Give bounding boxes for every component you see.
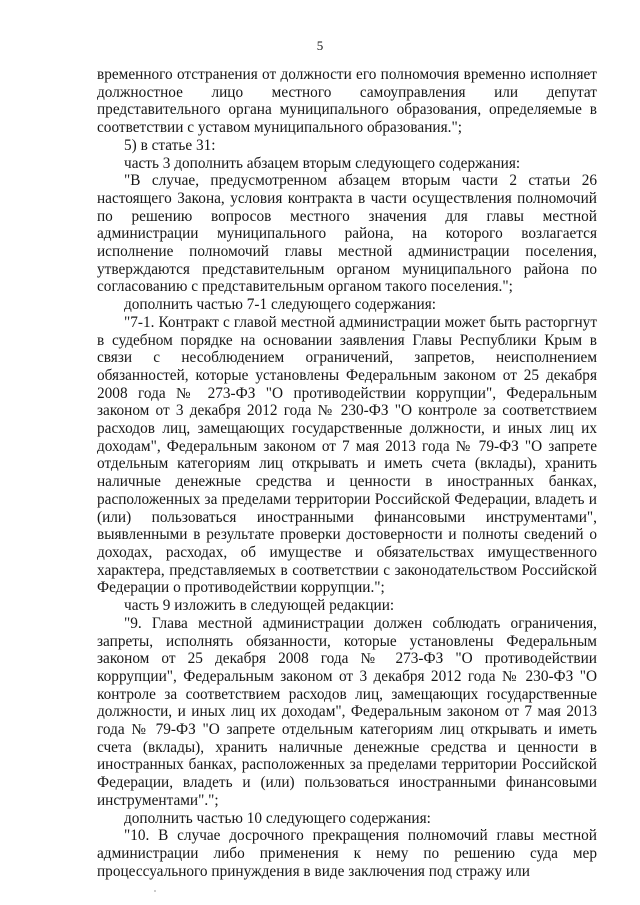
paragraph-part-9-instruction: часть 9 изложить в следующей редакции: xyxy=(124,597,395,615)
paragraph-part-3-instruction: часть 3 дополнить абзацем вторым следующего содержания: xyxy=(124,154,521,172)
scan-speck xyxy=(154,890,156,892)
page-number: 5 xyxy=(316,38,324,53)
paragraph-part-10-text: "10. В случае досрочного прекращения полномочий главы местной администрации либо применения к нему по решению суда мер процессуального принуждения в виде заключения под стражу или xyxy=(97,827,597,880)
paragraph-part-9-text: "9. Глава местной администрации должен соблюдать ограничения, запреты, исполнять обязанности, которые установлены Федеральным законом от 25 декабря 2008 года № 273-ФЗ "О противодействии коррупции", Федеральным законом от 3 декабря 2012 года № 230-ФЗ "О контроле за соответствием расходов лиц, замещающих государственные должности, и иных лиц их доходам", Федеральным законом от 7 мая 2013 года № 79-ФЗ "О запрете отдельным категориям лиц открывать и иметь счета (вклады), хранить наличные денежные средства и ценности в иностранных банках, расположенных за пределами территории Российской Федерации, владеть и (или) пользоваться иностранными финансовыми инструментами"."; xyxy=(97,614,597,809)
paragraph-part-7-1-text: "7-1. Контракт с главой местной администрации может быть расторгнут в судебном порядке на основании заявления Главы Республики Крым в связи с несоблюдением ограничений, запретов, неисполнением обязанностей, которые установлены Федеральным законом от 25 декабря 2008 года № 273-ФЗ "О противодействии коррупции", Федеральным законом от 3 декабря 2012 года № 230-ФЗ "О контроле за соответствием расходов лиц, замещающих государственные должности, и иных лиц их доходам", Федеральным законом от 7 мая 2013 года № 79-ФЗ "О запрете отдельным категориям лиц открывать и иметь счета (вклады), хранить наличные денежные средства и ценности в иностранных банках, расположенных за пределами территории Российской Федерации, владеть и (или) пользоваться иностранными финансовыми инструментами", выявленными в результате проверки достоверности и полноты сведений о доходах, расходах, об имуществе и обязательствах имущественного характера, представляемых в соответствии с законодательством Российской Федерации о противодействии коррупции."; xyxy=(97,313,597,597)
document-body xyxy=(97,66,597,880)
paragraph-part-3-text: "В случае, предусмотренном абзацем вторым части 2 статьи 26 настоящего Закона, условия контракта в части осуществления полномочий по решению вопросов местного значения для главы местной администрации муниципального района, на которого возлагается исполнение полномочий главы местной администрации поселения, утверждаются представительным органом муниципального района по согласованию с представительным органом такого поселения."; xyxy=(97,172,597,296)
paragraph-part-10-instruction: дополнить частью 10 следующего содержания: xyxy=(124,809,431,827)
paragraph-part-7-1-instruction: дополнить частью 7-1 следующего содержания: xyxy=(124,296,436,314)
paragraph-item-5: 5) в статье 31: xyxy=(124,136,216,154)
paragraph-continuation: временного отстранения от должности его полномочия временно исполняет должностное лицо местного самоуправления или депутат представительного органа муниципального образования, определяемые в соответствии с уставом муниципального образования."; xyxy=(97,66,597,137)
